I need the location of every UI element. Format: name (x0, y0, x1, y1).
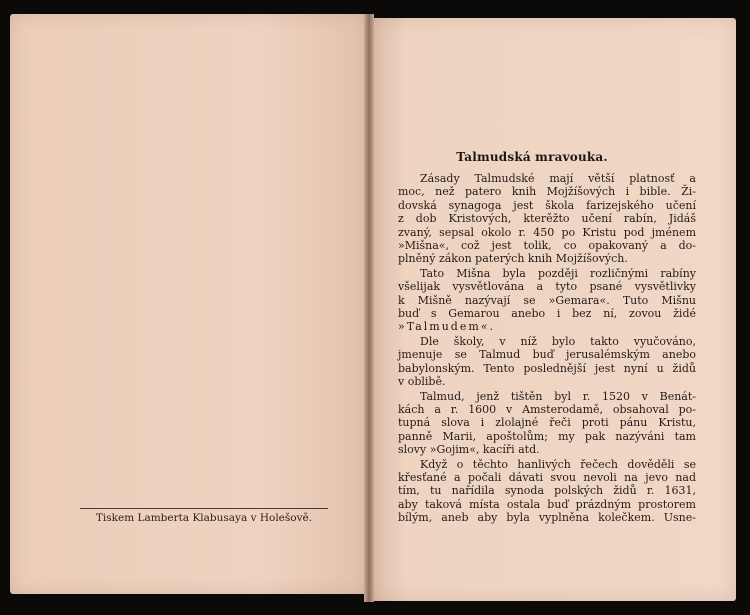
body-text (398, 172, 696, 526)
text-line: »Talmudem«. (398, 320, 496, 334)
page-title: Talmudská mravouka. (456, 150, 608, 164)
paragraph (398, 390, 696, 457)
text-line: z dob Kristových, kterěžto učení rabín, Jidáš (398, 212, 696, 226)
text-line: babylonským. Tento poslednější jest nyní u židů (398, 361, 696, 375)
text-line: kách a r. 1600 v Amsterodamě, obsahoval po- (398, 402, 696, 416)
text-line: Tato Mišna byla později rozličnými rabíny (420, 266, 696, 280)
text-line: křesťané a počali dávati svou nevoli na jevo nad (398, 470, 696, 484)
text-line: buď s Gemarou anebo i bez ní, zovou židé (398, 307, 696, 321)
paragraph (398, 172, 696, 266)
text-line: Talmud, jenž tištěn byl r. 1520 v Benát- (420, 389, 696, 403)
paragraph (398, 267, 696, 334)
text-line: zvaný, sepsal okolo r. 450 po Kristu pod jménem (398, 225, 696, 239)
text-line: plněný zákon paterých knih Mojžíšových. (398, 252, 628, 266)
text-line: tupná slova i zlolajné řeči proti pánu Kristu, (398, 416, 696, 430)
text-line: slovy »Gojim«, kacíři atd. (398, 443, 540, 457)
text-line: aby taková místa ostala buď prázdným prostorem (398, 497, 696, 511)
text-line: Když o těchto hanlivých řečech dověděli se (420, 457, 696, 471)
left-page (10, 14, 368, 594)
text-line: tím, tu nařídila synoda polských židů r. 1631, (398, 484, 696, 498)
printer-imprint: Tiskem Lamberta Klabusaya v Holešově. (95, 512, 313, 524)
text-line: dovská synagoga jest škola farizejského učení (398, 198, 696, 212)
text-line: Zásady Talmudské mají větší platnosť a (420, 172, 696, 185)
text-line: k Mišně nazývají se »Gemara«. Tuto Mišnu (398, 293, 696, 307)
paragraph (398, 458, 696, 525)
text-line: »Mišna«, což jest tolik, co opakovaný a do- (398, 239, 696, 253)
imprint-rule (80, 508, 328, 509)
text-line: všelijak vysvětlována a tyto psané vysvětlivky (398, 280, 696, 294)
book-gutter (364, 14, 374, 602)
text-line: Dle školy, v níž bylo takto vyučováno, (420, 334, 696, 348)
paragraph (398, 335, 696, 389)
text-line: bílým, aneb aby byla vyplněna kolečkem. Usne- (398, 511, 696, 525)
text-line: panně Marii, apoštolům; my pak nazýváni tam (398, 429, 696, 443)
text-line: v oblibě. (398, 375, 446, 389)
text-line: jmenuje se Talmud buď jerusalémským anebo (398, 348, 696, 362)
text-line: moc, než patero knih Mojžíšových i bible. Ži- (398, 185, 696, 199)
